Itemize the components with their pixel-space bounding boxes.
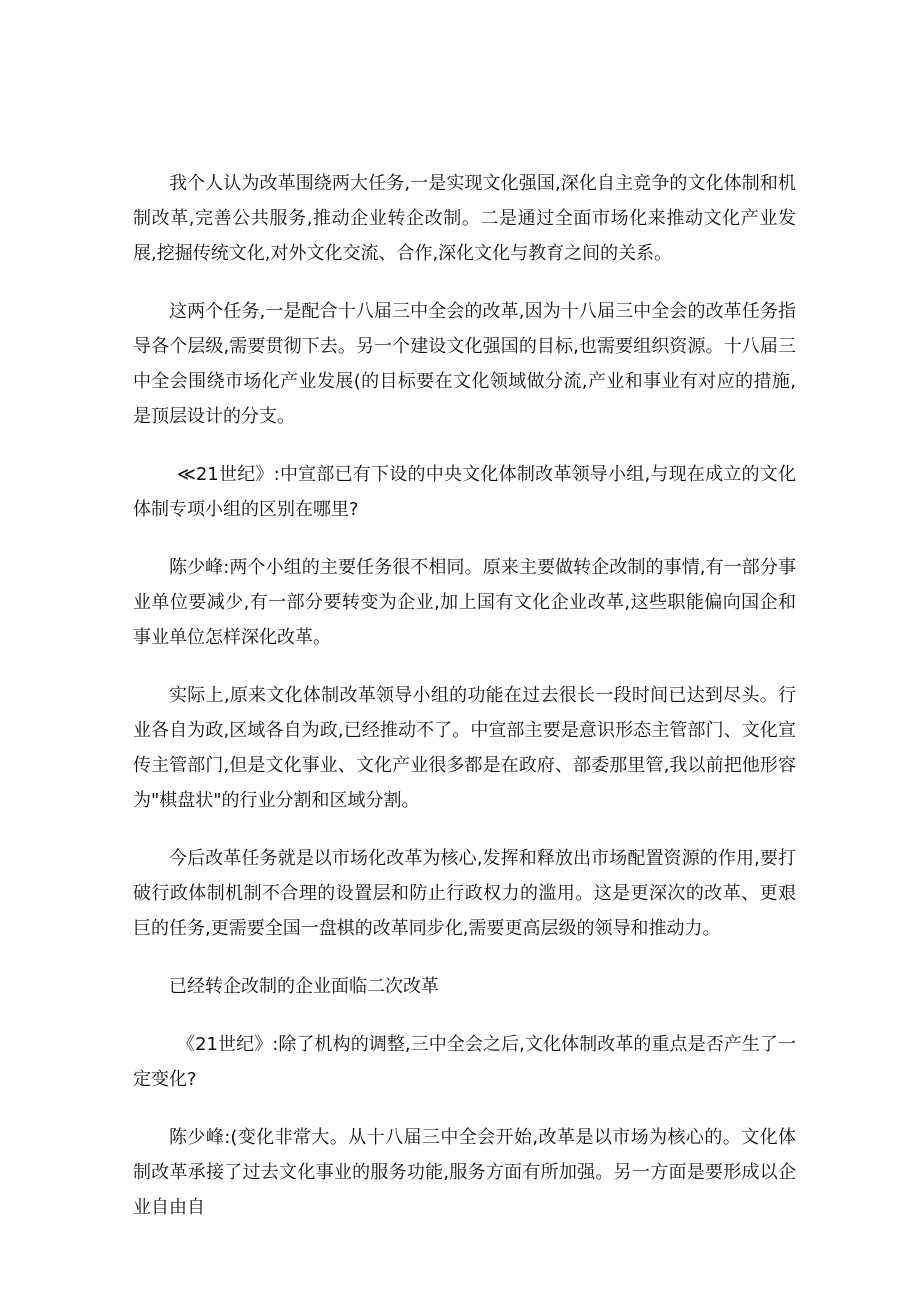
paragraph-6: 今后改革任务就是以市场化改革为核心,发挥和释放出市场配置资源的作用,要打破行政体制机制不合理的设置层和防止行政权力的滥用。这是更深次的改革、更艰巨的任务,更需要全国一盘棋的改革同步化,需要更高层级的领导和推动力。: [133, 848, 796, 939]
document-body: [133, 166, 796, 1248]
section-heading: 已经转企改制的企业面临二次改革: [169, 976, 439, 997]
paragraph-2: 这两个任务,一是配合十八届三中全会的改革,因为十八届三中全会的改革任务指导各个层级,需要贯彻下去。另一个建设文化强国的目标,也需要组织资源。十八届三中全会围绕市场化产业发展(的目标要在文化领域做分流,产业和事业有对应的措施,是顶层设计的分支。: [133, 301, 796, 427]
paragraph-5: 实际上,原来文化体制改革领导小组的功能在过去很长一段时间已达到尽头。行业各自为政,区域各自为政,已经推动不了。中宣部主要是意识形态主管部门、文化宣传主管部门,但是文化事业、文化产业很多都是在政府、部委那里管,我以前把他形容为"棋盘状"的行业分割和区域分割。: [133, 685, 796, 811]
interview-question-2: 《21世纪》:除了机构的调整,三中全会之后,文化体制改革的重点是否产生了一定变化?: [133, 1034, 796, 1090]
paragraph-1: 我个人认为改革围绕两大任务,一是实现文化强国,深化自主竞争的文化体制和机制改革,完善公共服务,推动企业转企改制。二是通过全面市场化来推动文化产业发展,挖掘传统文化,对外文化交流、合作,深化文化与教育之间的关系。: [133, 173, 796, 264]
interview-question-1: ≪21世纪》:中宣部已有下设的中央文化体制改革领导小组,与现在成立的文化体制专项小组的区别在哪里?: [133, 464, 796, 520]
interview-answer-1: 陈少峰:两个小组的主要任务很不相同。原来主要做转企改制的事情,有一部分事业单位要减少,有一部分要转变为企业,加上国有文化企业改革,这些职能偏向国企和事业单位怎样深化改革。: [133, 557, 796, 648]
interview-answer-2: 陈少峰:(变化非常大。从十八届三中全会开始,改革是以市场为核心的。文化体制改革承接了过去文化事业的服务功能,服务方面有所加强。另一方面是要形成以企业自由自: [133, 1127, 796, 1218]
